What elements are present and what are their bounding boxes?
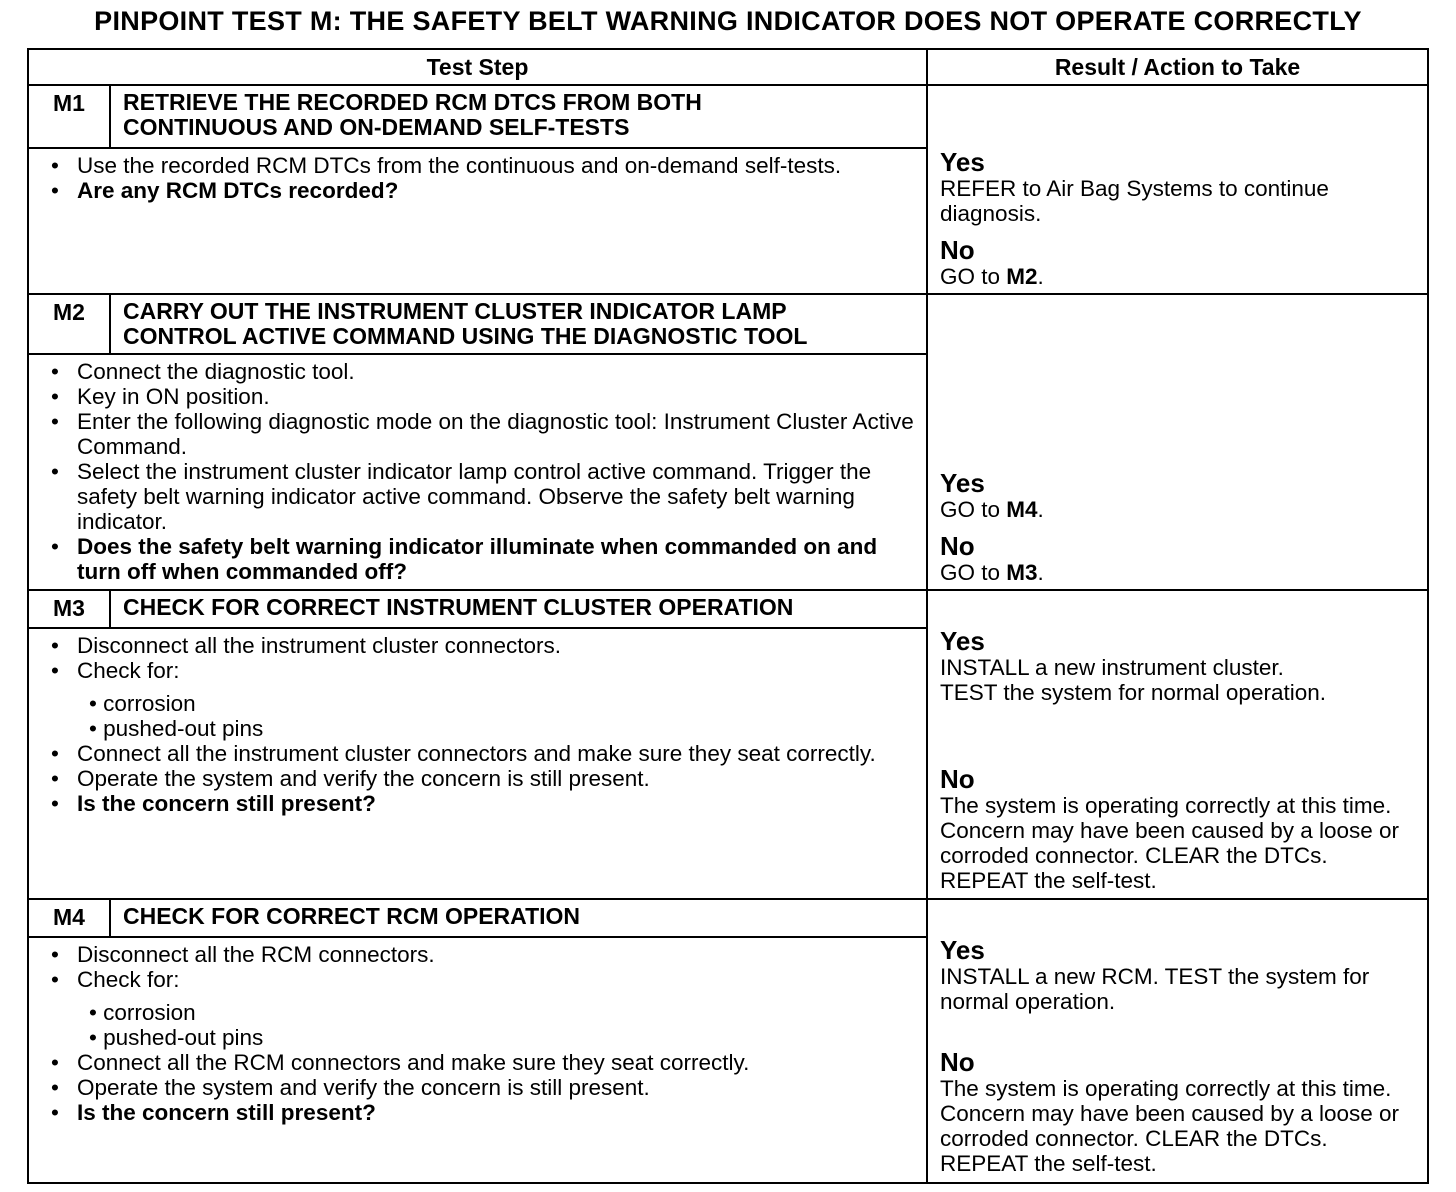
step-left-m4: [29, 900, 928, 1182]
yes-action: INSTALL a new RCM. TEST the system for normal operation.: [940, 964, 1370, 1014]
list-item: • Disconnect all the instrument cluster connectors.: [51, 633, 561, 658]
step-left-m2: [29, 295, 928, 589]
no-action: GO to M2.: [940, 264, 1044, 289]
no-label: No: [940, 1047, 975, 1077]
step-row-m4: [29, 900, 1427, 1182]
list-item: • Are any RCM DTCs recorded?: [51, 178, 399, 203]
step-row-m1: [29, 86, 1427, 295]
step-id: M2: [29, 295, 111, 353]
yes-action: REFER to Air Bag Systems to continue diagnosis.: [940, 176, 1329, 226]
step-title-line: CHECK FOR CORRECT RCM OPERATION: [123, 903, 581, 929]
step-id: M1: [29, 86, 111, 147]
list-item: • Is the concern still present?: [51, 1100, 376, 1125]
step-title-line: CONTINUOUS AND ON-DEMAND SELF-TESTS: [123, 114, 630, 140]
sub-list: [41, 691, 914, 741]
step-title-line: CHECK FOR CORRECT INSTRUMENT CLUSTER OPERATION: [123, 594, 794, 620]
list-item: • Operate the system and verify the concern is still present.: [51, 766, 650, 791]
table-header: [29, 50, 1427, 86]
sub-list: [41, 1000, 914, 1050]
yes-action-line: INSTALL a new instrument cluster.: [940, 655, 1284, 680]
step-title: [111, 86, 926, 147]
list-item: • Use the recorded RCM DTCs from the continuous and on-demand self-tests.: [51, 153, 842, 178]
yes-label: Yes: [940, 626, 985, 656]
step-title-line: CARRY OUT THE INSTRUMENT CLUSTER INDICATOR LAMP: [123, 298, 787, 324]
sub-list-item: • corrosion: [89, 1000, 196, 1025]
step-title: [111, 591, 926, 627]
sub-list-item: • pushed-out pins: [89, 716, 264, 741]
yes-action: GO to M4.: [940, 497, 1044, 522]
pinpoint-test-table: [27, 48, 1429, 1184]
step-title-line: CONTROL ACTIVE COMMAND USING THE DIAGNOSTIC TOOL: [123, 323, 808, 349]
sub-list-item: • pushed-out pins: [89, 1025, 264, 1050]
list-item: • Check for:: [51, 658, 180, 683]
list-item: • Disconnect all the RCM connectors.: [51, 942, 435, 967]
step-reference: M4: [1006, 497, 1038, 522]
step-row-m2: [29, 295, 1427, 591]
step-id: M3: [29, 591, 111, 627]
no-label: No: [940, 764, 975, 794]
list-item: • Key in ON position.: [51, 384, 270, 409]
list-item: • Connect all the instrument cluster connectors and make sure they seat correctly.: [51, 741, 876, 766]
no-label: No: [940, 235, 975, 265]
step-body: [29, 355, 926, 592]
result-cell-m2: [928, 295, 1427, 589]
yes-action-line: TEST the system for normal operation.: [940, 680, 1326, 705]
step-body: [29, 149, 926, 211]
no-label: No: [940, 531, 975, 561]
list-item: • Connect all the RCM connectors and make sure they seat correctly.: [51, 1050, 750, 1075]
header-test-step: Test Step: [29, 50, 928, 84]
step-body: [29, 938, 926, 1133]
step-id: M4: [29, 900, 111, 936]
step-left-m1: [29, 86, 928, 293]
list-item: • Operate the system and verify the concern is still present.: [51, 1075, 650, 1100]
step-title: [111, 295, 926, 353]
step-row-m3: [29, 591, 1427, 900]
step-title: [111, 900, 926, 936]
step-body: [29, 629, 926, 824]
list-item: • Is the concern still present?: [51, 791, 376, 816]
no-action: The system is operating correctly at this time. Concern may have been caused by a loose or corroded connector. CLEAR the DTCs. REPEAT the self-test.: [940, 793, 1400, 893]
yes-label: Yes: [940, 468, 985, 498]
list-item: • Select the instrument cluster indicator lamp control active command. Trigger the safety belt warning indicator active command. Observe the safety belt warning indicator.: [51, 459, 872, 534]
list-item: • Enter the following diagnostic mode on the diagnostic tool: Instrument Cluster Active Command.: [51, 409, 914, 459]
yes-label: Yes: [940, 935, 985, 965]
step-left-m3: [29, 591, 928, 898]
step-reference: M3: [1006, 560, 1038, 585]
list-item: • Does the safety belt warning indicator illuminate when commanded on and turn off when commanded off?: [51, 534, 878, 584]
yes-label: Yes: [940, 147, 985, 177]
header-result-action: Result / Action to Take: [1054, 54, 1301, 80]
step-title-line: RETRIEVE THE RECORDED RCM DTCS FROM BOTH: [123, 89, 702, 115]
result-cell-m3: [928, 591, 1427, 898]
result-cell-m4: [928, 900, 1427, 1182]
list-item: • Check for:: [51, 967, 180, 992]
step-reference: M2: [1006, 264, 1038, 289]
list-item: • Connect the diagnostic tool.: [51, 359, 355, 384]
result-cell-m1: [928, 86, 1427, 293]
no-action: The system is operating correctly at this time. Concern may have been caused by a loose or corroded connector. CLEAR the DTCs. REPEAT the self-test.: [940, 1076, 1400, 1176]
no-action: GO to M3.: [940, 560, 1044, 585]
sub-list-item: • corrosion: [89, 691, 196, 716]
page-title: PINPOINT TEST M: THE SAFETY BELT WARNING INDICATOR DOES NOT OPERATE CORRECTLY: [94, 6, 1362, 36]
